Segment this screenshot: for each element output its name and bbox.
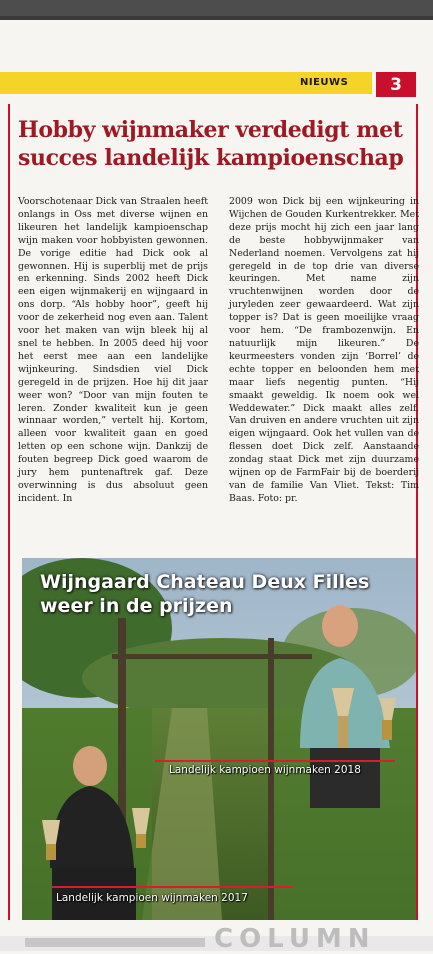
photo-caption-2017: Landelijk kampioen wijnmaken 2017 [56,892,248,904]
photo-title-line-1: Wijngaard Chateau Deux Filles [40,571,370,593]
photo-title-line-2: weer in de prijzen [40,595,233,617]
article-headline [18,116,416,172]
photo-title [40,570,369,618]
bottom-bar [25,938,205,947]
top-bar [0,0,433,20]
headline-line-1: Hobby wijnmaker verdedigt met [18,117,403,143]
photo-caption-2018: Landelijk kampioen wijnmaken 2018 [169,764,361,776]
caption-underline-2017 [52,886,292,888]
section-label: NIEUWS [300,77,349,88]
article-column-left [18,196,208,506]
column-heading: COLUMN [214,924,376,954]
article-text-right: 2009 won Dick bij een wijnkeuring in Wijchen de Gouden Kurkentrekker. Met deze prijs mocht hij zich een jaar lang de beste hobbywijnmaker van Nederland noemen. Vervolgens zat hij geregeld in de top drie van diverse keuringen. Met name zijn vruchtenwijnen worden door de juryleden zeer gewaardeerd. Wat zijn topper is? Dat is geen moeilijke vraag voor hem. “De frambozenwijn. En natuurlijk mijn likeuren.” De keurmeesters vonden zijn ‘Borrel’ de echte topper en beloonden hem met maar liefs negentig punten. “Hij smaakt geweldig. Ik noem ook wel Weddewater.” Dick maakt alles zelf. Van druiven en andere vruchten uit zijn eigen wijngaard. Ook het vullen van de flessen doet Dick zelf. Aanstaande zondag staat Dick met zijn duurzame wijnen op de FarmFair bij de boerderij van de familie Van Vliet. Tekst: Tim Baas. Foto: pr. [229,196,419,504]
article-column-right [229,196,419,506]
headline-line-2: succes landelijk kampioenschap [18,145,404,171]
article-photo [22,558,416,920]
page-number: 3 [376,72,416,97]
caption-underline-2018 [155,760,395,762]
article-text-left: Voorschotenaar Dick van Straalen heeft onlangs in Oss met diverse wijnen en likeuren het landelijk kampioenschap wijn maken voor hobbyisten gewonnen. De vorige editie had Dick ook al gewonnen. Hij is superblij met de prijs en erkenning. Sinds 2002 heeft Dick een eigen wijnmakerij en wijngaard in ons dorp. “Als hobby hoor”, geeft hij voor de zekerheid nog even aan. Talent voor het maken van wijn bleek hij al snel te hebben. In 2005 deed hij voor het eerst mee aan een landelijke wijnkeuring. Sindsdien viel Dick geregeld in de prijzen. Hoe hij dit jaar weer won? “Door van mijn fouten te leren. Zonder kwaliteit kun je geen winnaar worden,” vertelt hij. Kortom, alleen voor kwaliteit gaan en goed letten op een schone wijn. Dankzij de fouten begreep Dick goed waarom de jury hem puntenaftrek gaf. Deze overwinning is dus absoluut geen incident. In [18,196,208,504]
